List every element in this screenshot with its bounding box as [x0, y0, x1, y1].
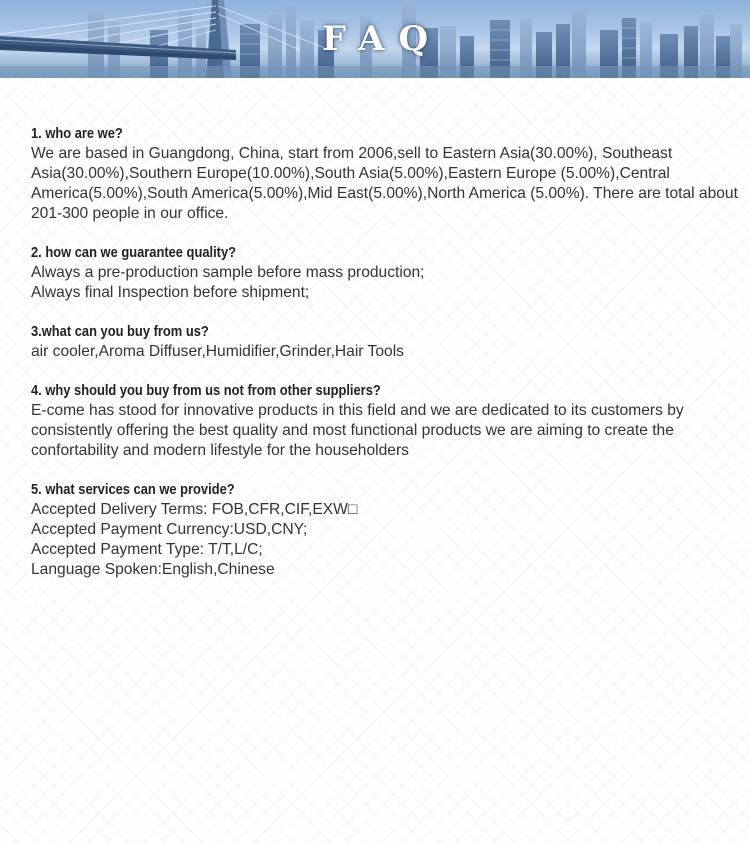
faq-answer-line: Accepted Payment Currency:USD,CNY;	[31, 521, 308, 538]
faq-answer-line: Always a pre-production sample before mass production;	[31, 264, 425, 281]
faq-banner	[0, 0, 750, 78]
faq-item	[31, 124, 746, 224]
faq-question: 1. who are we?	[31, 125, 123, 142]
faq-answer	[31, 144, 746, 224]
faq-question: 4. why should you buy from us not from other suppliers?	[31, 382, 381, 399]
faq-answer	[31, 342, 746, 362]
faq-answer-line: Accepted Delivery Terms: FOB,CFR,CIF,EXW□	[31, 501, 358, 518]
faq-question: 5. what services can we provide?	[31, 481, 235, 498]
faq-answer	[31, 263, 746, 303]
faq-answer-line: E-come has stood for innovative products in this field and we are dedicated to its customers by consistently offering the best quality and most functional products we are aiming to create the confortability and modern lifestyle for the householders	[31, 402, 684, 459]
faq-item	[31, 480, 746, 580]
faq-answer-line: Always final Inspection before shipment;	[31, 284, 310, 301]
faq-item	[31, 243, 746, 303]
banner-title: FAQ	[321, 19, 443, 59]
faq-answer-line: Language Spoken:English,Chinese	[31, 561, 275, 578]
faq-list	[31, 124, 746, 599]
faq-answer-line: Accepted Payment Type: T/T,L/C;	[31, 541, 263, 558]
faq-item	[31, 322, 746, 362]
faq-question: 3.what can you buy from us?	[31, 323, 209, 340]
faq-item	[31, 381, 746, 461]
faq-answer-line: We are based in Guangdong, China, start from 2006,sell to Eastern Asia(30.00%), Southeast Asia(30.00%),Southern Europe(10.00%),South Asia(5.00%),Eastern Europe (5.00%),Central America(5.00%),South America(5.00%),Mid East(5.00%),North America (5.00%). There are total about 201-300 people in our office.	[31, 145, 738, 222]
faq-answer-line: air cooler,Aroma Diffuser,Humidifier,Grinder,Hair Tools	[31, 343, 404, 360]
faq-answer	[31, 500, 746, 580]
faq-question: 2. how can we guarantee quality?	[31, 244, 237, 261]
faq-answer	[31, 401, 746, 461]
